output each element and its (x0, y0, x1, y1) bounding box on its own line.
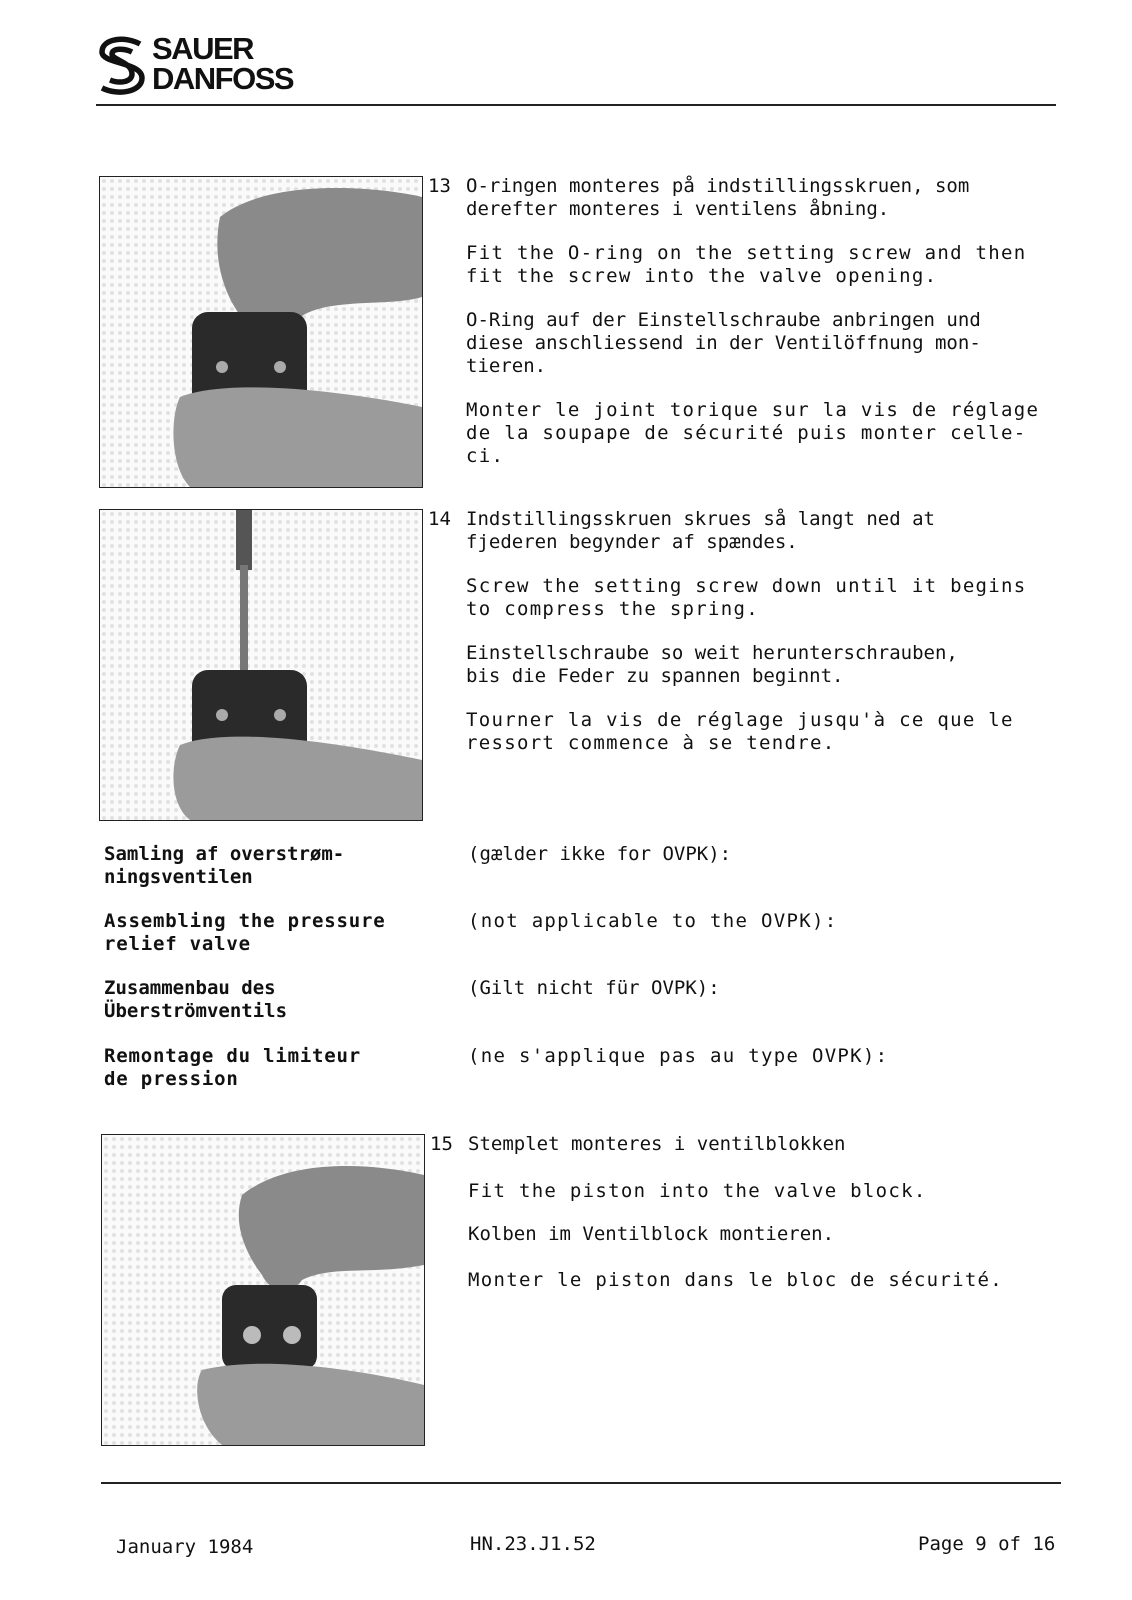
section-note-french: (ne s'applique pas au type OVPK): (468, 1045, 889, 1067)
footer-page-number: Page 9 of 16 (918, 1533, 1056, 1555)
photo-step-15 (101, 1134, 425, 1446)
step-14-danish: Indstillingsskruen skrues så langt ned at fjederen begynder af spændes. (466, 508, 935, 553)
step-15-english: Fit the piston into the valve block. (468, 1180, 927, 1202)
step-15-danish: Stemplet monteres i ventilblokken (468, 1133, 846, 1155)
step-15-text (468, 1133, 1078, 1313)
step-13-danish: O-ringen monteres på indstillingsskruen, som derefter monteres i ventilens åbning. (466, 175, 970, 220)
step-14-english: Screw the setting screw down until it begins to compress the spring. (466, 575, 1027, 620)
step-13-german: O-Ring auf der Einstellschraube anbringen und diese anschliessend in der Ventilöffnung mon- tieren. (466, 309, 981, 377)
section-note-english: (not applicable to the OVPK): (468, 910, 838, 932)
step-number-13: 13 (428, 175, 451, 197)
section-note-danish: (gælder ikke for OVPK): (468, 843, 732, 865)
step-15-german: Kolben im Ventilblock montieren. (468, 1223, 835, 1245)
footer-document-code: HN.23.J1.52 (470, 1533, 596, 1555)
sauer-danfoss-logo (96, 31, 336, 100)
danfoss-s-emblem-icon (96, 36, 148, 98)
step-13-french: Monter le joint torique sur la vis de réglage de la soupape de sécurité puis monter celle- ci. (466, 399, 1040, 467)
footer-date: January 1984 (116, 1536, 254, 1558)
step-13-english: Fit the O-ring on the setting screw and then fit the screw into the valve opening. (466, 242, 1027, 287)
step-13-text (466, 175, 1076, 489)
step-14-text (466, 508, 1076, 776)
footer-rule (101, 1482, 1061, 1484)
section-heading-german: Zusammenbau des Überströmventils (104, 977, 288, 1022)
photo-step-14 (99, 509, 423, 821)
section-note-german: (Gilt nicht für OVPK): (468, 977, 720, 999)
step-number-14: 14 (428, 508, 451, 530)
section-heading-french: Remontage du limiteur de pression (104, 1045, 362, 1090)
section-heading-english: Assembling the pressure relief valve (104, 910, 386, 955)
step-14-german: Einstellschraube so weit herunterschrauben, bis die Feder zu spannen beginnt. (466, 642, 958, 687)
header-rule (96, 104, 1056, 106)
step-14-french: Tourner la vis de réglage jusqu'à ce que le ressort commence à se tendre. (466, 709, 1014, 754)
section-heading-danish: Samling af overstrøm- ningsventilen (104, 843, 345, 888)
step-number-15: 15 (430, 1133, 453, 1155)
step-15-french: Monter le piston dans le bloc de sécurité. (468, 1269, 1004, 1291)
photo-step-13 (99, 176, 423, 488)
logo-line-2: DANFOSS (152, 61, 294, 96)
logo-line-1: SAUER (152, 31, 254, 66)
